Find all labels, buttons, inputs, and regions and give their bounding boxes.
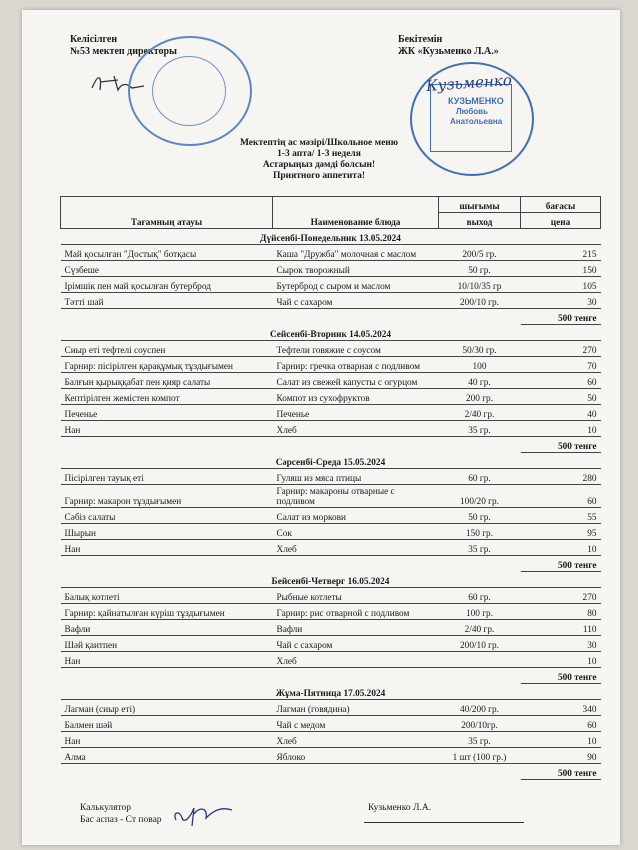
week-label: 1-3 апта/ 1-3 неделя: [277, 149, 361, 159]
dish-output: 50 гр.: [439, 508, 521, 524]
day-total-row: [61, 668, 601, 684]
menu-item-row: [61, 293, 601, 309]
dish-price: 270: [521, 341, 601, 357]
dish-output: 200/5 гр.: [439, 245, 521, 261]
dish-price: 215: [521, 245, 601, 261]
dish-price: 10: [521, 540, 601, 556]
menu-title: Мектептің ас мәзірі/Школьное меню: [239, 138, 399, 148]
menu-item-row: [61, 636, 601, 652]
stamp-line3: Анатольевна: [450, 117, 503, 126]
dish-output: 200/10 гр.: [439, 293, 521, 309]
dish-name-kz: Гарнир: пісірілген қарақұмық тұздығымен: [61, 357, 273, 373]
dish-output: 100: [439, 357, 521, 373]
header-output-ru: выход: [439, 213, 521, 229]
dish-name-ru: Компот из сухофруктов: [273, 389, 439, 405]
approved-label: Бекітемін: [398, 34, 443, 45]
entrepreneur-label: ЖК «Кузьменко Л.А.»: [398, 46, 499, 57]
day-total: 500 тенге: [521, 668, 601, 684]
day-header-row: [61, 684, 601, 700]
dish-price: 340: [521, 700, 601, 716]
dish-price: 55: [521, 508, 601, 524]
dish-output: 100 гр.: [439, 604, 521, 620]
dish-output: 50/30 гр.: [439, 341, 521, 357]
table-header-row: [61, 197, 601, 213]
menu-item-row: [61, 261, 601, 277]
dish-name-ru: Хлеб: [273, 732, 439, 748]
dish-name-kz: Кептірілген жемістен компот: [61, 389, 273, 405]
dish-name-ru: Чай с медом: [273, 716, 439, 732]
dish-name-ru: Печенье: [273, 405, 439, 421]
greeting-ru: Приятного аппетита!: [272, 171, 365, 181]
header-output-kz: шығымы: [439, 197, 521, 213]
dish-price: 280: [521, 469, 601, 485]
dish-name-ru: Гарнир: гречка отварная с подливом: [273, 357, 439, 373]
dish-name-kz: Сиыр еті тефтелі соуспен: [61, 341, 273, 357]
dish-name-ru: Салат из свежей капусты с огурцом: [273, 373, 439, 389]
menu-item-row: [61, 748, 601, 764]
signature-line: [364, 822, 524, 823]
menu-item-row: [61, 732, 601, 748]
dish-price: 80: [521, 604, 601, 620]
dish-output: 60 гр.: [439, 588, 521, 604]
dish-price: 60: [521, 716, 601, 732]
menu-table: [60, 196, 601, 780]
dish-name-kz: Нан: [61, 540, 273, 556]
dish-output: 100/20 гр.: [439, 485, 521, 508]
menu-item-row: [61, 700, 601, 716]
menu-item-row: [61, 716, 601, 732]
dish-price: 30: [521, 293, 601, 309]
dish-name-kz: Балмен шәй: [61, 716, 273, 732]
dish-output: 150 гр.: [439, 524, 521, 540]
dish-price: 10: [521, 652, 601, 668]
dish-name-kz: Ірімшік пен май қосылған бутерброд: [61, 277, 273, 293]
day-total-row: [61, 309, 601, 325]
menu-item-row: [61, 405, 601, 421]
total-spacer: [61, 764, 521, 780]
dish-output: [439, 652, 521, 668]
dish-output: 40/200 гр.: [439, 700, 521, 716]
day-total-row: [61, 437, 601, 453]
dish-price: 270: [521, 588, 601, 604]
dish-name-ru: Салат из моркови: [273, 508, 439, 524]
dish-price: 90: [521, 748, 601, 764]
header-name-kz: Тағамның атауы: [61, 197, 273, 229]
dish-name-kz: Сүзбеше: [61, 261, 273, 277]
day-total: 500 тенге: [521, 437, 601, 453]
dish-price: 110: [521, 620, 601, 636]
agreed-label: Келісілген: [70, 34, 118, 45]
dish-name-kz: Вафли: [61, 620, 273, 636]
dish-name-ru: Вафли: [273, 620, 439, 636]
dish-name-kz: Нан: [61, 732, 273, 748]
dish-price: 10: [521, 732, 601, 748]
dish-output: 35 гр.: [439, 732, 521, 748]
dish-name-kz: Сәбіз салаты: [61, 508, 273, 524]
dish-name-ru: Тефтели говяжие с соусом: [273, 341, 439, 357]
header-price-kz: бағасы: [521, 197, 601, 213]
dish-output: 10/10/35 гр: [439, 277, 521, 293]
dish-name-kz: Лагман (сиыр еті): [61, 700, 273, 716]
dish-output: 2/40 гр.: [439, 405, 521, 421]
day-total-row: [61, 764, 601, 780]
day-header-row: [61, 229, 601, 245]
menu-item-row: [61, 652, 601, 668]
dish-price: 50: [521, 389, 601, 405]
menu-item-row: [61, 277, 601, 293]
director-label: №53 мектеп директоры: [70, 46, 177, 57]
stamp-line2: Любовь: [456, 107, 489, 116]
total-spacer: [61, 437, 521, 453]
dish-name-kz: Гарнир: макарон тұздығымен: [61, 485, 273, 508]
calculator-label: Калькулятор: [80, 803, 132, 813]
dish-output: 35 гр.: [439, 540, 521, 556]
dish-price: 30: [521, 636, 601, 652]
dish-name-ru: Хлеб: [273, 421, 439, 437]
dish-output: 50 гр.: [439, 261, 521, 277]
dish-output: 35 гр.: [439, 421, 521, 437]
dish-price: 60: [521, 373, 601, 389]
chef-label: Бас аспаз - Ст повар: [80, 815, 162, 825]
dish-name-kz: Нан: [61, 652, 273, 668]
day-header-row: [61, 325, 601, 341]
day-total: 500 тенге: [521, 309, 601, 325]
day-total: 500 тенге: [521, 556, 601, 572]
menu-item-row: [61, 485, 601, 508]
stamp-line1: КУЗЬМЕНКО: [448, 96, 504, 106]
dish-price: 40: [521, 405, 601, 421]
day-title: Бейсенбі-Четверг 16.05.2024: [61, 572, 601, 588]
menu-item-row: [61, 469, 601, 485]
dish-name-ru: Сырок творожный: [273, 261, 439, 277]
total-spacer: [61, 668, 521, 684]
dish-name-ru: Хлеб: [273, 540, 439, 556]
approver-signature: Кузьменко: [425, 71, 513, 95]
dish-name-ru: Рыбные котлеты: [273, 588, 439, 604]
menu-item-row: [61, 373, 601, 389]
chef-signature: [170, 798, 240, 830]
dish-name-kz: Балғын қырыққабат пен қияр салаты: [61, 373, 273, 389]
menu-item-row: [61, 245, 601, 261]
menu-item-row: [61, 421, 601, 437]
menu-item-row: [61, 389, 601, 405]
header-name-ru: Наименование блюда: [273, 197, 439, 229]
approved-block: [398, 34, 499, 58]
dish-name-kz: Шырын: [61, 524, 273, 540]
menu-item-row: [61, 588, 601, 604]
dish-name-ru: Чай с сахаром: [273, 636, 439, 652]
day-total-row: [61, 556, 601, 572]
dish-price: 150: [521, 261, 601, 277]
dish-name-ru: Яблоко: [273, 748, 439, 764]
dish-output: 200/10гр.: [439, 716, 521, 732]
day-header-row: [61, 572, 601, 588]
day-total: 500 тенге: [521, 764, 601, 780]
greeting-kz: Астарыңыз дәмді болсын!: [262, 160, 376, 170]
menu-item-row: [61, 508, 601, 524]
menu-item-row: [61, 524, 601, 540]
dish-output: 60 гр.: [439, 469, 521, 485]
dish-name-kz: Алма: [61, 748, 273, 764]
dish-output: 2/40 гр.: [439, 620, 521, 636]
header-price-ru: цена: [521, 213, 601, 229]
dish-output: 1 шт (100 гр.): [439, 748, 521, 764]
dish-name-ru: Бутерброд с сыром и маслом: [273, 277, 439, 293]
dish-name-ru: Хлеб: [273, 652, 439, 668]
day-title: Сәрсенбі-Среда 15.05.2024: [61, 453, 601, 469]
menu-item-row: [61, 604, 601, 620]
dish-price: 105: [521, 277, 601, 293]
total-spacer: [61, 309, 521, 325]
menu-item-row: [61, 357, 601, 373]
dish-name-ru: Сок: [273, 524, 439, 540]
dish-price: 60: [521, 485, 601, 508]
dish-name-ru: Каша "Дружба" молочная с маслом: [273, 245, 439, 261]
menu-item-row: [61, 341, 601, 357]
dish-name-kz: Май қосылған "Достық" ботқасы: [61, 245, 273, 261]
dish-output: 40 гр.: [439, 373, 521, 389]
dish-name-ru: Чай с сахаром: [273, 293, 439, 309]
day-title: Сейсенбі-Вторник 14.05.2024: [61, 325, 601, 341]
day-title: Жұма-Пятница 17.05.2024: [61, 684, 601, 700]
dish-name-kz: Пісірілген тауық еті: [61, 469, 273, 485]
dish-name-kz: Нан: [61, 421, 273, 437]
footer-right-name: Кузьменко Л.А.: [368, 803, 432, 813]
day-title: Дүйсенбі-Понедельник 13.05.2024: [61, 229, 601, 245]
dish-name-ru: Гарнир: рис отварной с подливом: [273, 604, 439, 620]
menu-item-row: [61, 620, 601, 636]
dish-output: 200 гр.: [439, 389, 521, 405]
total-spacer: [61, 556, 521, 572]
dish-name-kz: Печенье: [61, 405, 273, 421]
dish-name-ru: Лагман (говядина): [273, 700, 439, 716]
dish-name-ru: Гуляш из мяса птицы: [273, 469, 439, 485]
dish-name-kz: Тәтті шай: [61, 293, 273, 309]
school-seal: [128, 36, 252, 146]
footer-left: [80, 802, 162, 826]
menu-item-row: [61, 540, 601, 556]
dish-name-ru: Гарнир: макароны отварные с подливом: [273, 485, 439, 508]
dish-name-kz: Шәй қаитпен: [61, 636, 273, 652]
day-header-row: [61, 453, 601, 469]
dish-price: 70: [521, 357, 601, 373]
dish-output: 200/10 гр.: [439, 636, 521, 652]
dish-name-kz: Гарнир: қайнатылған күріш тұздығымен: [61, 604, 273, 620]
dish-name-kz: Балық котлеті: [61, 588, 273, 604]
dish-price: 10: [521, 421, 601, 437]
dish-price: 95: [521, 524, 601, 540]
